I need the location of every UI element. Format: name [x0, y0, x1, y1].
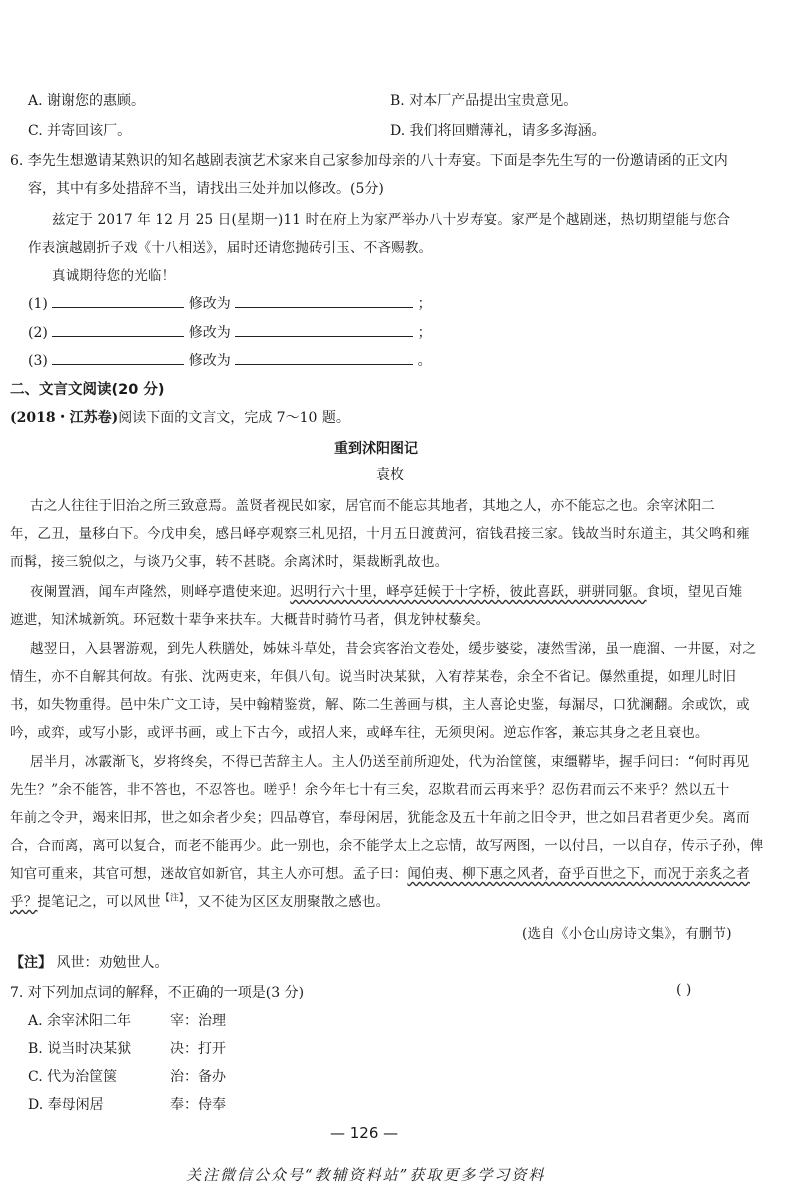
passage-p1-line1: 古之人往往于旧治之所三致意焉。盖贤者视民如家，居官而不能忘其地者，其地之人，亦不能忘之也。余宰沭阳二: [30, 498, 715, 514]
answer-blank-original-2[interactable]: [52, 322, 184, 337]
q6-stem-line2: 容，其中有多处措辞不当，请找出三处并加以修改。(5分): [28, 181, 384, 197]
answer-blank-original-1[interactable]: [52, 293, 184, 308]
item-number: (3): [28, 353, 48, 369]
passage-text: ，又不徒为区区友朋聚散之感也。: [183, 894, 390, 910]
passage-p3-line2: 情生，亦不自解其何故。有张、沈两吏来，年俱八旬。说当时决某狱，入宥荐某卷，余全不省记。儤然重提，如理儿时旧: [10, 669, 737, 685]
passage-p4-line2: 先生？”余不能答，非不答也，不忍答也。嗟乎！余今年七十有三矣，忍欺君而云再来乎？忍伤君而云不来乎？然以五十: [10, 782, 730, 798]
passage-p3-line1: 越翌日，入县署游观，到先人秩膳处，姊妹斗草处，昔会宾客治文卷处，缓步婆娑，凄然雪涕，虽一鹿溜、一井匽，对之: [30, 641, 757, 657]
passage-p4-line4: 合，合而离，离可以复合，而老不能再少。此一别也，余不能学太上之忘情，故写两图，一以付吕，一以自存，传示子孙，俾: [10, 838, 764, 854]
passage-p3-line3: 书，如失物重得。邑中朱广文工诗，吴中翰精鉴赏，解、陈二生善画与棋，主人喜论史鉴，每漏尽，口犹澜翻。余或饮，或: [10, 697, 750, 713]
passage-text: 夜阑置酒，闻车声隆然，则峄亭遣使来迎。: [30, 584, 291, 600]
q7-option-d-expl: 奉：侍奉: [170, 1097, 226, 1113]
source-tag: (2018・江苏卷): [10, 410, 119, 426]
wavy-underlined-quote-end: 乎？: [10, 894, 38, 910]
wavy-underlined-quote: 闻伯夷、柳下惠之风者，奋乎百世之下，而况于亲炙之者: [407, 866, 750, 882]
section-title: 二、文言文阅读(20 分): [10, 382, 165, 398]
q6-answer-row-2: [28, 322, 432, 342]
row-end: ；: [417, 325, 432, 341]
footnote-text: 风世：劝勉世人。: [56, 955, 169, 971]
passage-p4-line5: [10, 862, 750, 882]
q7-option-d-text: D. 奉母闲居: [28, 1097, 104, 1113]
q6-answer-row-3: [28, 350, 432, 370]
answer-blank-original-3[interactable]: [52, 350, 184, 365]
passage-p1-line3: 而髯，接三貌似之，与谈乃父事，转不甚晓。余离沭时，渠裁断乳故也。: [10, 554, 449, 570]
answer-blank-revised-3[interactable]: [235, 350, 413, 365]
footer-promo: 关注微信公众号“教辅资料站”获取更多学习资料: [186, 1166, 546, 1184]
blank-label: 修改为: [188, 325, 231, 341]
passage-p3-line4: 吟，或弈，或写小影，或评书画，或上下古今，或招人来，或峄车往，无须臾闲。逆忘作客，兼忘其身之老且衰也。: [10, 725, 709, 741]
passage-text: 知官可重来，其官可想，迷故官如新官，其主人亦可想。孟子曰：: [10, 866, 408, 882]
q7-option-c-text: C. 代为治筐箧: [28, 1069, 118, 1085]
q6-letter-line2: 作表演越剧折子戏《十八相送》，届时还请您抛砖引玉、不吝赐教。: [28, 240, 433, 256]
passage-p1-line2: 年，乙丑，量移白下。今戊申矣，感吕峄亭观察三札见招，十月五日渡黄河，宿钱君接三家。钱故当时东道主，其父鸣和雍: [10, 526, 750, 542]
blank-label: 修改为: [188, 296, 231, 312]
q5-option-d: D. 我们将回赠薄礼，请多多海涵。: [390, 123, 606, 139]
passage-p4-line3: 年前之令尹，竭来旧邦，世之如余者少矣；四品尊官，奉母闲居，犹能念及五十年前之旧令尹，世之如吕君者更少矣。离而: [10, 810, 750, 826]
answer-blank-revised-2[interactable]: [235, 322, 413, 337]
q6-letter-line3: 真诚期待您的光临！: [52, 268, 176, 284]
passage-p4-line6: [10, 890, 389, 910]
essay-author: 袁枚: [376, 467, 404, 483]
q5-option-a: A. 谢谢您的惠顾。: [28, 93, 146, 109]
q7-option-b-expl: 决：打开: [170, 1041, 226, 1057]
q7-answer-paren[interactable]: ( ): [676, 982, 692, 998]
passage-p2-line2: 遮迣，知沭城新筑。环冠数十辈争来扶车。大概昔时骑竹马者，俱龙钟杖藜矣。: [10, 612, 490, 628]
wavy-underlined-sentence: 迟明行六十里，峄亭廷候于十字桥，彼此喜跃，骈骈同躯。: [290, 584, 647, 600]
footnote-label: 【注】: [10, 955, 52, 971]
q5-option-c: C. 并寄回该厂。: [28, 123, 132, 139]
q7-option-b-text: B. 说当时决某狱: [28, 1041, 132, 1057]
q6-answer-row-1: [28, 293, 432, 313]
q6-letter-line1: 兹定于 2017 年 12 月 25 日(星期一)11 时在府上为家严举办八十岁寿宴。家严是个越剧迷，热切期望能与您合: [52, 212, 731, 228]
footnote: [10, 952, 168, 972]
item-number: (2): [28, 325, 48, 341]
row-end: 。: [417, 353, 432, 369]
passage-text: 食顷，望见百雉: [646, 584, 743, 600]
q7-option-a-text: A. 余宰沭阳二年: [28, 1013, 132, 1029]
passage-p4-line1: 居半月，冰霰渐飞，岁将终矣，不得已苦辞主人。主人仍送至前所迎处，代为治筐箧，束缰鞯毕，握手问曰：“何时再见: [30, 754, 750, 770]
q7-option-a-expl: 宰：治理: [170, 1013, 226, 1029]
blank-label: 修改为: [188, 353, 231, 369]
footnote-mark: 【注】: [160, 893, 184, 904]
page-number: — 126 —: [330, 1124, 399, 1142]
row-end: ；: [417, 296, 432, 312]
passage-p2-line1: [30, 580, 742, 600]
answer-blank-revised-1[interactable]: [235, 293, 413, 308]
q5-option-b: B. 对本厂产品提出宝贵意见。: [390, 93, 578, 109]
instruction: 阅读下面的文言文，完成 7～10 题。: [118, 410, 350, 426]
item-number: (1): [28, 296, 48, 312]
passage-source: (选自《小仓山房诗文集》，有删节): [522, 926, 732, 942]
q7-option-c-expl: 治：备办: [170, 1069, 226, 1085]
q7-stem: 7. 对下列加点词的解释，不正确的一项是(3 分): [10, 985, 305, 1001]
q6-stem-line1: 6. 李先生想邀请某熟识的知名越剧表演艺术家来自己家参加母亲的八十寿宴。下面是李先生写的一份邀请函的正文内: [10, 153, 728, 169]
source-instruction: [10, 407, 350, 427]
passage-text: 提笔记之，可以风世: [37, 894, 161, 910]
essay-title: 重到沭阳图记: [334, 441, 418, 457]
